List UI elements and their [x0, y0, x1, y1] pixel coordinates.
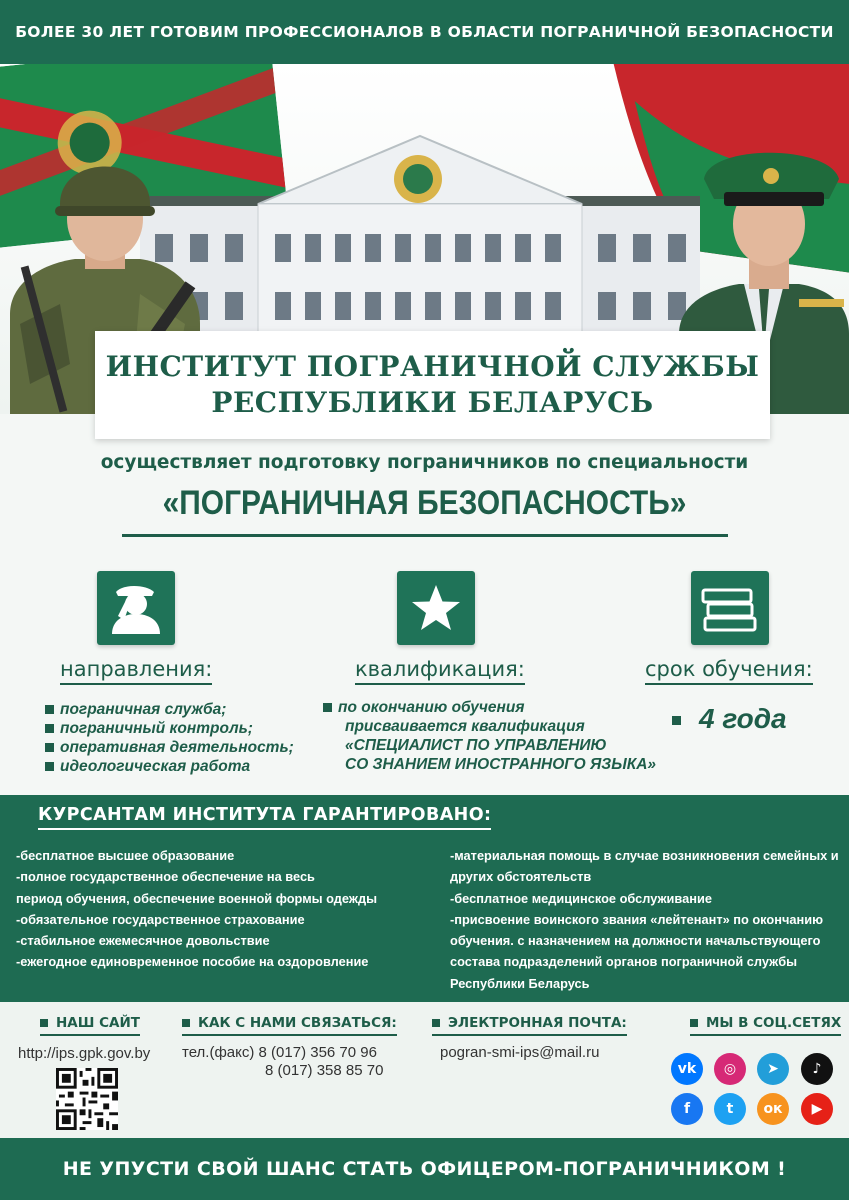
guarantees-left-list: [16, 845, 377, 973]
study-duration: 4 года: [672, 703, 787, 735]
saluting-soldier-icon: [108, 582, 164, 634]
list-item: период обучения, обеспечение военной формы одежды: [16, 890, 377, 906]
directions-tile: [97, 571, 175, 645]
list-item: Республики Беларусь: [450, 975, 590, 991]
list-item: пограничный контроль;: [45, 719, 294, 738]
directions-list: [45, 700, 294, 776]
institute-title-card: [95, 331, 770, 439]
odnoklassniki-icon[interactable]: ок: [757, 1093, 789, 1125]
specialty-underline: [122, 534, 728, 537]
youtube-icon[interactable]: ▶: [801, 1093, 833, 1125]
phone-fax[interactable]: тел.(факс) 8 (017) 356 70 96: [182, 1044, 377, 1061]
list-item: идеологическая работа: [45, 757, 294, 776]
qualification-tile: [397, 571, 475, 645]
training-subtitle: осуществляет подготовку пограничников по специальности: [100, 452, 749, 473]
list-item: обучения. с назначением на должности начальствующего: [450, 933, 821, 949]
instagram-icon[interactable]: ◎: [714, 1053, 746, 1085]
list-item: -полное государственное обеспечение на весь: [16, 869, 315, 885]
qr-code-icon[interactable]: [56, 1068, 118, 1130]
star-icon: [409, 582, 463, 634]
facebook-icon[interactable]: f: [671, 1093, 703, 1125]
list-item: -ежегодное единовременное пособие на оздоровление: [16, 954, 369, 970]
site-url-link[interactable]: http://ips.gpk.gov.by: [18, 1045, 151, 1062]
tagline: БОЛЕЕ 30 ЛЕТ ГОТОВИМ ПРОФЕССИОНАЛОВ В ОБЛАСТИ ПОГРАНИЧНОЙ БЕЗОПАСНОСТИ: [15, 23, 834, 41]
list-item: состава подразделений органов пограничной службы: [450, 954, 798, 970]
qualification-heading: квалификация:: [355, 657, 525, 685]
directions-heading: направления:: [60, 657, 212, 685]
list-item: -бесплатное высшее образование: [16, 848, 235, 863]
site-heading: НАШ САЙТ: [40, 1015, 140, 1036]
slogan: НЕ УПУСТИ СВОЙ ШАНС СТАТЬ ОФИЦЕРОМ-ПОГРАНИЧНИКОМ !: [62, 1158, 787, 1180]
books-icon: [699, 582, 761, 634]
bottom-banner: [0, 1138, 849, 1200]
list-item: -обязательное государственное страхование: [16, 911, 305, 927]
list-item: -присвоение воинского звания «лейтенант» по окончанию: [450, 911, 824, 927]
phone-2[interactable]: 8 (017) 358 85 70: [265, 1062, 384, 1079]
list-item: -материальная помощь в случае возникновения семейных и: [450, 848, 839, 863]
duration-tile: [691, 571, 769, 645]
qualification-text: по окончанию обучения присваивается квалификация «СПЕЦИАЛИСТ ПО УПРАВЛЕНИЮ СО ЗНАНИЕМ ИНОСТРАННОГО ЯЗЫКА»: [323, 698, 656, 774]
institute-title-line2: РЕСПУБЛИКИ БЕЛАРУСЬ: [211, 386, 654, 419]
social-heading: МЫ В СОЦ.СЕТЯХ: [690, 1015, 841, 1036]
institute-title-line1: ИНСТИТУТ ПОГРАНИЧНОЙ СЛУЖБЫ: [105, 350, 760, 383]
list-item: -бесплатное медицинское обслуживание: [450, 890, 712, 906]
tiktok-icon[interactable]: ♪: [801, 1053, 833, 1085]
email-link[interactable]: pogran-smi-ips@mail.ru: [440, 1044, 600, 1061]
list-item: -стабильное ежемесячное довольствие: [16, 933, 270, 949]
top-banner: [0, 0, 849, 64]
telegram-icon[interactable]: ➤: [757, 1053, 789, 1085]
list-item: оперативная деятельность;: [45, 738, 294, 757]
guarantees-section: [0, 795, 849, 1002]
duration-heading: срок обучения:: [645, 657, 813, 685]
contact-heading: КАК С НАМИ СВЯЗАТЬСЯ:: [182, 1015, 397, 1036]
twitter-icon[interactable]: t: [714, 1093, 746, 1125]
list-item: пограничная служба;: [45, 700, 294, 719]
guarantees-title: КУРСАНТАМ ИНСТИТУТА ГАРАНТИРОВАНО:: [38, 805, 491, 830]
email-heading: ЭЛЕКТРОННАЯ ПОЧТА:: [432, 1015, 627, 1036]
guarantees-right-list: [450, 845, 839, 994]
specialty-name: «ПОГРАНИЧНАЯ БЕЗОПАСНОСТЬ»: [162, 484, 687, 522]
vk-icon[interactable]: vk: [671, 1053, 703, 1085]
list-item: других обстоятельств: [450, 869, 592, 885]
